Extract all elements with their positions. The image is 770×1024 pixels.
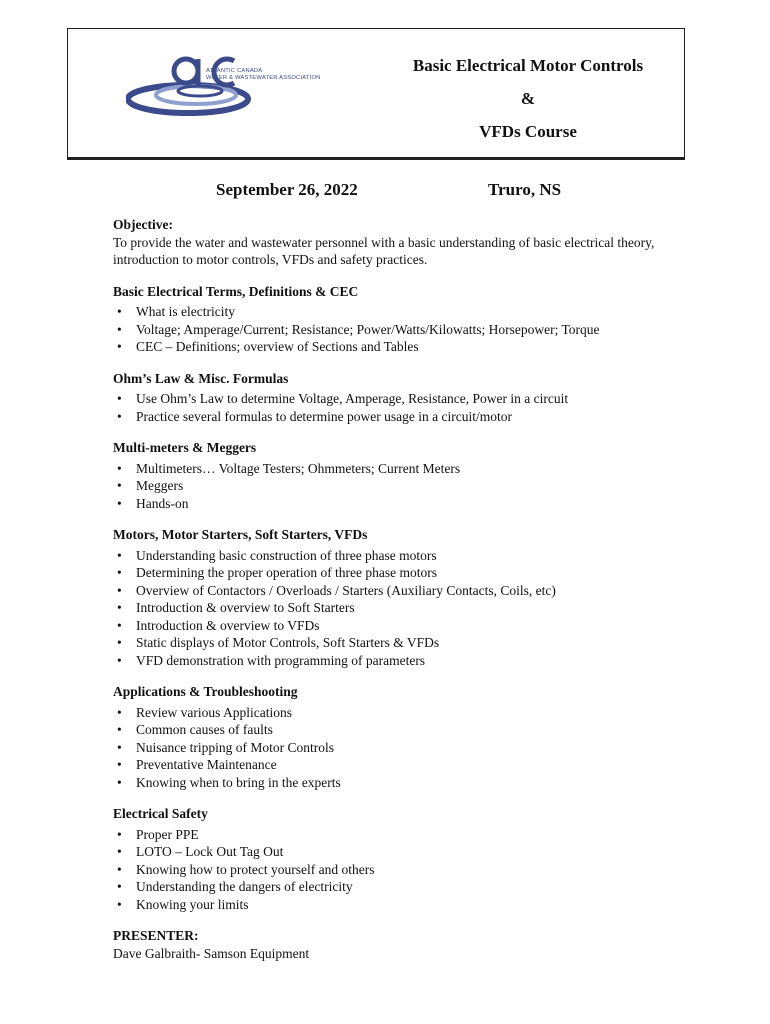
list-item: • Voltage; Amperage/Current; Resistance; Power/Watts/Kilowatts; Horsepower; Torque — [113, 321, 673, 339]
presenter-heading: PRESENTER: — [113, 928, 199, 943]
section-applications — [113, 683, 673, 791]
list-item: • Multimeters… Voltage Testers; Ohmmeters; Current Meters — [113, 460, 673, 478]
list-item: • Overview of Contactors / Overloads / Starters (Auxiliary Contacts, Coils, etc) — [113, 582, 673, 600]
section-heading: Ohm’s Law & Misc. Formulas — [113, 370, 289, 386]
list-item: • Meggers — [113, 477, 673, 495]
event-location: Truro, NS — [488, 180, 562, 199]
list-item: • Nuisance tripping of Motor Controls — [113, 739, 673, 757]
logo-text — [206, 68, 321, 82]
bullet-list — [113, 390, 673, 425]
section-basic-electrical — [113, 283, 673, 356]
list-item: • Understanding the dangers of electricity — [113, 878, 673, 896]
event-date: September 26, 2022 — [216, 180, 358, 199]
list-item: • What is electricity — [113, 303, 673, 321]
objective-heading: Objective: — [113, 217, 173, 232]
section-ohms-law — [113, 370, 673, 426]
objective-text: To provide the water and wastewater personnel with a basic understanding of basic electrical theory, introduction to motor controls, VFDs and safety practices. — [113, 234, 655, 267]
list-item: • Practice several formulas to determine power usage in a circuit/motor — [113, 408, 673, 426]
header-box — [67, 28, 685, 160]
section-heading: Applications & Troubleshooting — [113, 684, 298, 699]
section-heading: Basic Electrical Terms, Definitions & CEC — [113, 283, 359, 299]
list-item: • Proper PPE — [113, 826, 673, 844]
logo-text-line2: WATER & WASTEWATER ASSOCIATION — [206, 75, 321, 81]
title-line-1: Basic Electrical Motor Controls — [412, 56, 644, 75]
bullet-list — [113, 826, 673, 914]
list-item: • Knowing your limits — [113, 896, 673, 914]
bullet-list — [113, 303, 673, 356]
section-heading: Motors, Motor Starters, Soft Starters, VFDs — [113, 527, 368, 542]
list-item: • Preventative Maintenance — [113, 756, 673, 774]
title-line-2: & — [520, 89, 536, 108]
bullet-list — [113, 460, 673, 513]
title-line-3: VFDs Course — [479, 122, 577, 141]
section-heading: Electrical Safety — [113, 806, 208, 821]
list-item: • Review various Applications — [113, 704, 673, 722]
course-content — [113, 216, 673, 962]
section-multimeters — [113, 439, 673, 512]
list-item: • Knowing when to bring in the experts — [113, 774, 673, 792]
acwwa-logo — [126, 51, 326, 121]
section-safety — [113, 805, 673, 913]
list-item: • VFD demonstration with programming of parameters — [113, 652, 673, 670]
list-item: • Determining the proper operation of three phase motors — [113, 564, 673, 582]
bullet-list — [113, 704, 673, 792]
course-title — [398, 49, 658, 148]
list-item: • CEC – Definitions; overview of Sections and Tables — [113, 338, 673, 356]
list-item: • Use Ohm’s Law to determine Voltage, Amperage, Resistance, Power in a circuit — [113, 390, 673, 408]
section-motors — [113, 526, 673, 669]
logo-text-line1: ATLANTIC CANADA — [206, 68, 263, 74]
list-item: • Static displays of Motor Controls, Soft Starters & VFDs — [113, 634, 673, 652]
bullet-list — [113, 547, 673, 670]
presenter-name: Dave Galbraith- Samson Equipment — [113, 945, 310, 961]
list-item: • Hands-on — [113, 495, 673, 513]
list-item: • Common causes of faults — [113, 721, 673, 739]
list-item: • LOTO – Lock Out Tag Out — [113, 843, 673, 861]
section-heading: Multi-meters & Meggers — [113, 440, 257, 455]
list-item: • Understanding basic construction of three phase motors — [113, 547, 673, 565]
list-item: • Introduction & overview to Soft Starters — [113, 599, 673, 617]
list-item: • Knowing how to protect yourself and others — [113, 861, 673, 879]
list-item: • Introduction & overview to VFDs — [113, 617, 673, 635]
